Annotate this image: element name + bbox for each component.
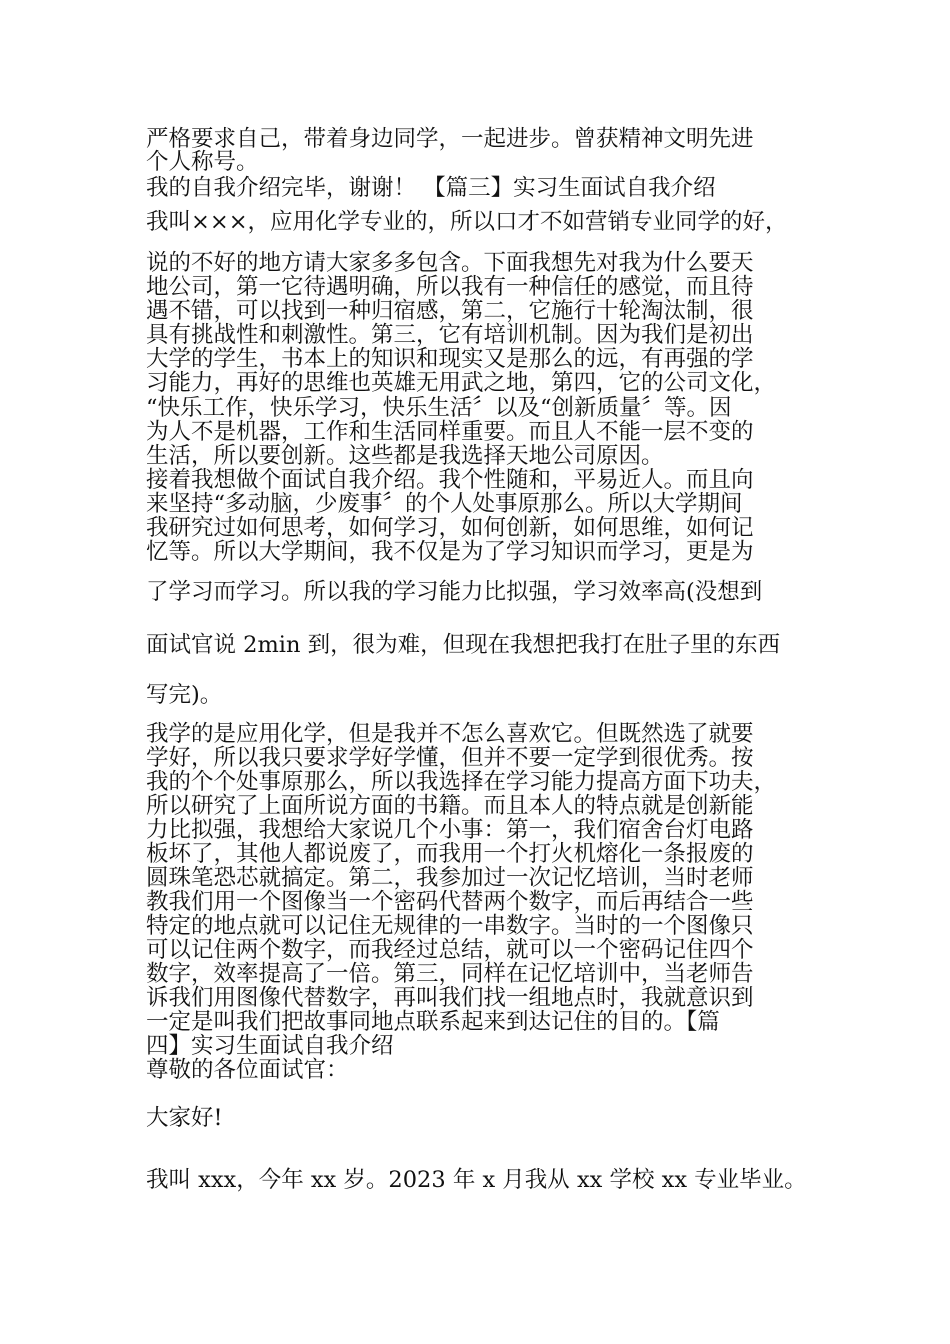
text-line: 地公司，第一它待遇明确，所以我有一种信任的感觉，而且待 [146,274,754,300]
text-line: 我叫 xxx，今年 xx 岁。2023 年 x 月我从 xx 学校 xx 专业毕业。 [146,1167,807,1193]
text-line: 我学的是应用化学，但是我并不怎么喜欢它。但既然选了就要 [146,721,754,747]
text-line: 数字，效率提高了一倍。第三，同样在记忆培训中，当老师告 [146,961,754,987]
text-line: 写完)。 [146,682,223,708]
text-line: 了学习而学习。所以我的学习能力比拟强，学习效率高(没想到 [146,579,763,605]
text-line: 说的不好的地方请大家多多包含。下面我想先对我为什么要天 [146,250,754,276]
greeting-line: 大家好! [146,1105,223,1131]
text-line: 接着我想做个面试自我介绍。我个性随和，平易近人。而且向 [146,467,754,493]
section-heading-line: 我的自我介绍完毕，谢谢！ 【篇三】实习生面试自我介绍 [146,175,716,201]
text-line: 圆珠笔恐芯就搞定。第二，我参加过一次记忆培训，当时老师 [146,865,754,891]
text-line: 大学的学生，书本上的知识和现实又是那么的远，有再强的学 [146,346,754,372]
text-line: 为人不是机器，工作和生活同样重要。而且人不能一层不变的 [146,419,754,445]
text-line: 所以研究了上面所说方面的书籍。而且本人的特点就是创新能 [146,793,754,819]
section-heading-line: 四】实习生面试自我介绍 [146,1033,394,1059]
text-line: 生活，所以要创新。这些都是我选择天地公司原因。 [146,443,664,469]
text-line: 我研究过如何思考，如何学习，如何创新，如何思维，如何记 [146,515,754,541]
text-line: “快乐工作，快乐学习，快乐生活〞以及“创新质量〞等。因 [146,395,732,421]
text-line: 具有挑战性和刺激性。第三，它有培训机制。因为我们是初出 [146,322,754,348]
text-line: 可以记住两个数字，而我经过总结，就可以一个密码记住四个 [146,937,754,963]
text-line: 教我们用一个图像当一个密码代替两个数字，而后再结合一些 [146,889,754,915]
text-line: 学好，所以我只要求学好学懂，但并不要一定学到很优秀。按 [146,745,754,771]
text-line: 特定的地点就可以记住无规律的一串数字。当时的一个图像只 [146,913,754,939]
text-line: 忆等。所以大学期间，我不仅是为了学习知识而学习，更是为 [146,539,754,565]
text-line: 诉我们用图像代替数字，再叫我们找一组地点时，我就意识到 [146,985,754,1011]
text-line: 一定是叫我们把故事同地点联系起来到达记住的目的。【篇 [146,1009,720,1035]
text-line: 力比拟强，我想给大家说几个小事：第一，我们宿舍台灯电路 [146,817,754,843]
text-line: 板坏了，其他人都说废了，而我用一个打火机熔化一条报废的 [146,841,754,867]
text-line: 个人称号。 [146,149,259,175]
text-line: 习能力，再好的思维也英雄无用武之地，第四，它的公司文化， [146,370,777,396]
text-line: 我叫×××，应用化学专业的，所以口才不如营销专业同学的好， [146,209,788,235]
text-line: 我的个个处事原那么，所以我选择在学习能力提高方面下功夫， [146,769,777,795]
text-line: 遇不错，可以找到一种归宿感，第二，它施行十轮淘汰制，很 [146,298,754,324]
text-line: 面试官说 2min 到，很为难，但现在我想把我打在肚子里的东西 [146,632,781,658]
text-line: 严格要求自己，带着身边同学，一起进步。曾获精神文明先进 [146,126,754,152]
salutation-line: 尊敬的各位面试官： [146,1057,349,1083]
text-line: 来坚持“多动脑，少废事〞的个人处事原那么。所以大学期间 [146,491,743,517]
